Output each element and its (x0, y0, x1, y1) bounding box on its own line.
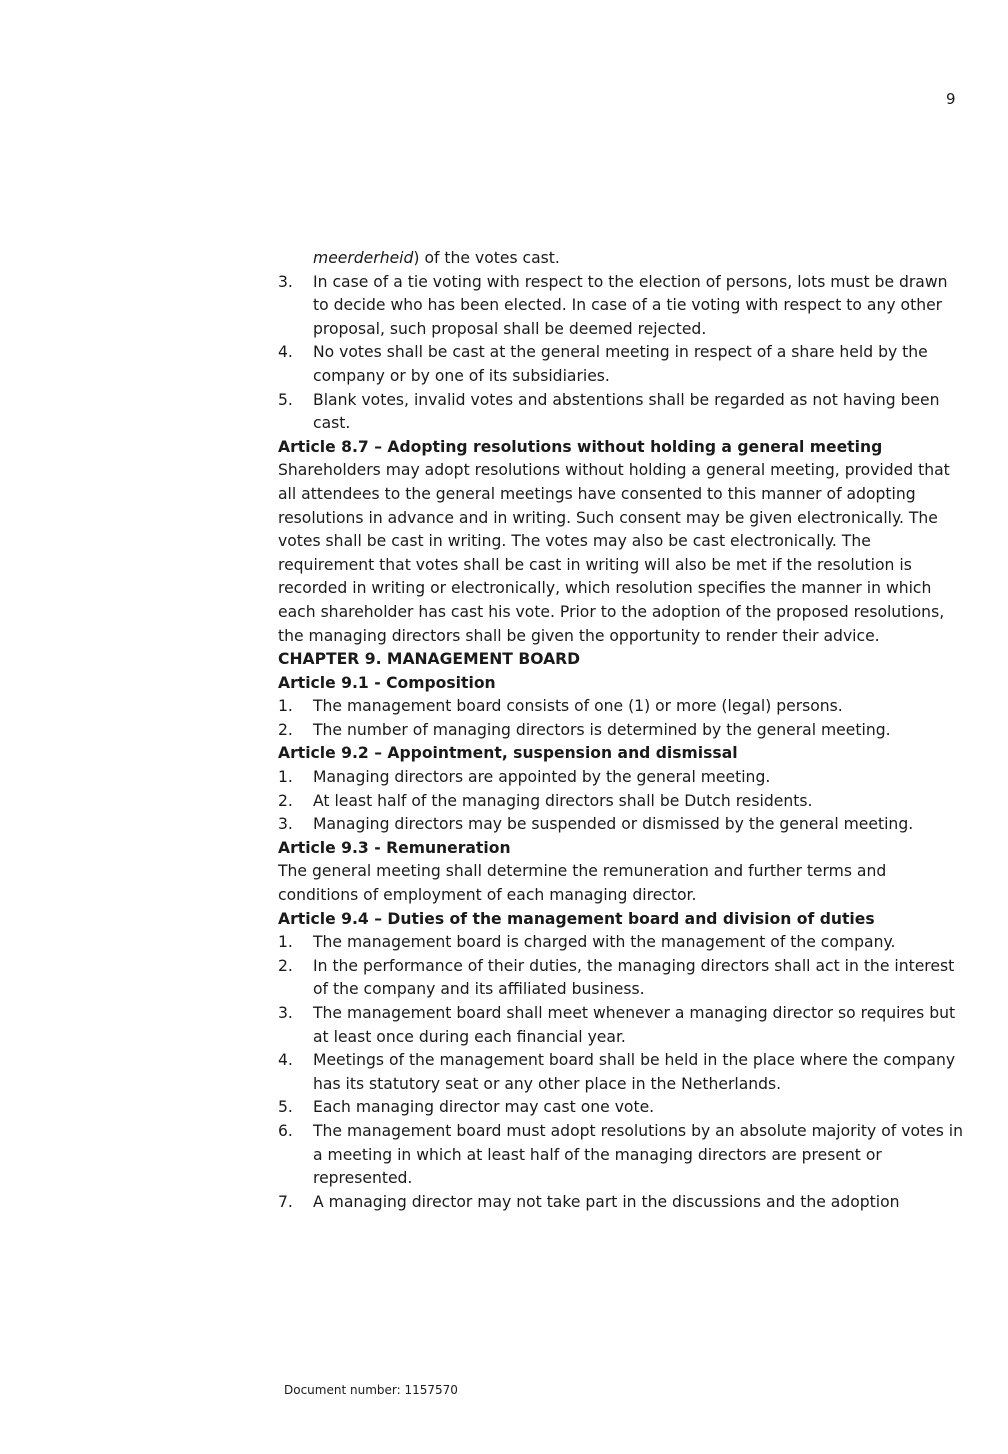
list-item: 1. The management board consists of one (1) or more (legal) persons. (278, 697, 843, 716)
list-item: 1. Managing directors are appointed by the general meeting. (278, 768, 771, 787)
chapter-9-heading: CHAPTER 9. MANAGEMENT BOARD (278, 650, 581, 669)
list-item: 4. No votes shall be cast at the general meeting in respect of a share held by the company or by one of its subsidiaries. (278, 343, 928, 385)
article-9-3-heading: Article 9.3 - Remuneration (278, 838, 511, 857)
list-item: 2. At least half of the managing directors shall be Dutch residents. (278, 791, 813, 810)
list-item: 3. Managing directors may be suspended or dismissed by the general meeting. (278, 815, 914, 834)
article-8-7-heading: Article 8.7 – Adopting resolutions without holding a general meeting (278, 437, 883, 456)
voting-list (278, 271, 964, 436)
list-item: 3. In case of a tie voting with respect to the election of persons, lots must be drawn to decide who has been elected. In case of a tie voting with respect to any other proposal, such proposal shall be deemed rejected. (278, 272, 948, 338)
article-9-1-heading: Article 9.1 - Composition (278, 673, 496, 692)
continuation-line (278, 247, 964, 271)
article-9-1-list (278, 695, 964, 742)
document-body (278, 247, 964, 1214)
page-number: 9 (946, 90, 956, 108)
list-item: 3. The management board shall meet whenever a managing director so requires but at least once during each financial year. (278, 1004, 956, 1046)
list-item: 6. The management board must adopt resolutions by an absolute majority of votes in a meeting in which at least half of the managing directors are present or represented. (278, 1121, 963, 1188)
list-item: 5. Blank votes, invalid votes and abstentions shall be regarded as not having been cast. (278, 390, 940, 433)
continuation-text: ) of the votes cast. (413, 249, 560, 267)
list-item: 4. Meetings of the management board shall be held in the place where the company has its statutory seat or any other place in the Netherlands. (278, 1051, 956, 1093)
dutch-term: meerderheid (313, 249, 414, 267)
article-8-7-body: Shareholders may adopt resolutions without holding a general meeting, provided that all attendees to the general meetings have consented to this manner of adopting resolutions in advance and in writing. Such consent may be given electronically. The votes shall be cast in writing. The votes may also be cast electronically. The requirement that votes shall be cast in writing will also be met if the resolution is recorded in writing or electronically, which resolution specifies the manner in which each shareholder has cast his vote. Prior to the adoption of the proposed resolutions, the managing directors shall be given the opportunity to render their advice. (278, 461, 950, 645)
list-item: 5. Each managing director may cast one vote. (278, 1098, 655, 1117)
list-item: 2. In the performance of their duties, the managing directors shall act in the interest of the company and its affiliated business. (278, 956, 955, 999)
article-9-4-heading: Article 9.4 – Duties of the management board and division of duties (278, 909, 875, 928)
article-9-2-heading: Article 9.2 – Appointment, suspension and dismissal (278, 744, 738, 763)
article-9-2-list (278, 766, 964, 837)
list-item: 2. The number of managing directors is determined by the general meeting. (278, 720, 891, 739)
article-9-4-list (278, 931, 964, 1214)
article-9-3-body: The general meeting shall determine the remuneration and further terms and conditions of employment of each managing director. (278, 862, 887, 905)
document-number-footer: Document number: 1157570 (284, 1383, 458, 1397)
list-item: 1. The management board is charged with the management of the company. (278, 933, 896, 952)
list-item: 7. A managing director may not take part in the discussions and the adoption (278, 1192, 900, 1211)
